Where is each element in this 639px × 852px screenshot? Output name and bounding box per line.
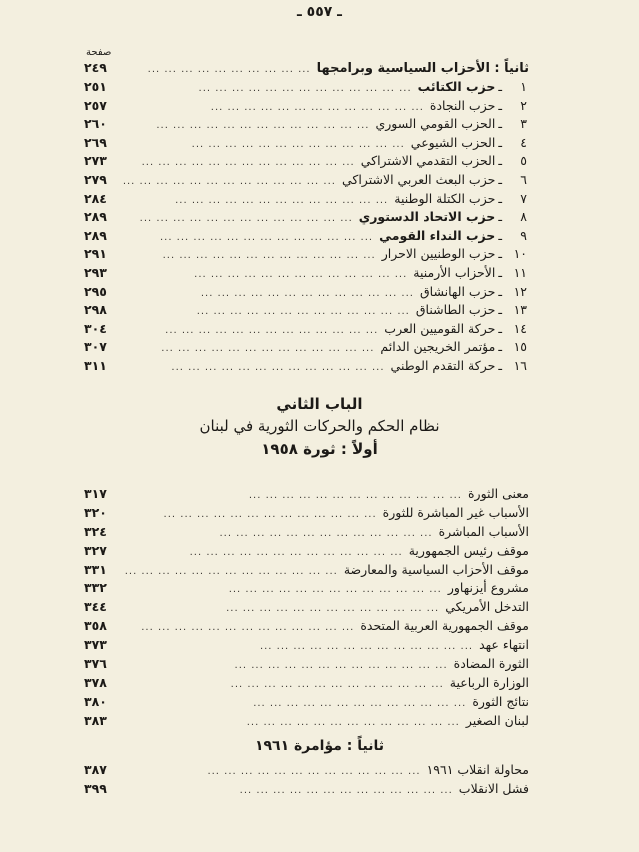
leader-dots: ... ... ... ... ... ... ... ... ... ... ... ... ... bbox=[194, 268, 408, 280]
entry-number: ٢ bbox=[520, 97, 527, 113]
leader-dots: ... ... ... ... ... ... ... ... ... ... ... ... ... bbox=[159, 231, 374, 243]
entry-page: ٢٨٤ bbox=[84, 190, 107, 206]
entry-number: ١١ bbox=[513, 264, 527, 280]
entry-page: ٣٨٣ bbox=[84, 712, 107, 728]
entry-separator: ـ bbox=[498, 339, 502, 355]
leader-dots: ... ... ... ... ... ... ... ... ... ... ... ... ... bbox=[239, 785, 453, 796]
leader-dots: ... ... ... ... ... ... ... ... ... ... ... ... ... bbox=[219, 527, 433, 539]
entry-page: ٢٩٥ bbox=[84, 283, 107, 299]
entry-number: ١٦ bbox=[513, 357, 527, 373]
entry-title: مشروع أيزنهاور bbox=[447, 580, 529, 596]
leader-dots: ... ... ... ... ... ... ... ... ... ... ... ... ... bbox=[196, 306, 410, 318]
toc-entry bbox=[84, 172, 527, 191]
toc-entry bbox=[84, 505, 529, 524]
entry-page: ٣١١ bbox=[84, 357, 107, 373]
toc-entry bbox=[84, 116, 527, 135]
section3-list bbox=[84, 762, 529, 800]
entry-separator: ـ bbox=[498, 153, 502, 169]
entry-title: حزب الطاشناق bbox=[415, 302, 496, 318]
entry-number: ٥ bbox=[520, 153, 527, 169]
entry-page: ٣٣١ bbox=[84, 561, 107, 577]
toc-entry bbox=[84, 358, 527, 377]
toc-entry bbox=[84, 153, 527, 172]
part1-heading: أولاً : ثورة ١٩٥٨ bbox=[261, 440, 378, 458]
entry-title: لبنان الصغير bbox=[465, 712, 529, 728]
entry-title: فشل الانقلاب bbox=[458, 781, 529, 796]
entry-separator: ـ bbox=[498, 79, 502, 94]
entry-title: حزب البعث العربي الاشتراكي bbox=[341, 171, 496, 187]
entry-title: حركة القوميين العرب bbox=[384, 320, 496, 336]
entry-title: الأحزاب الأرمنية bbox=[413, 264, 496, 280]
entry-number: ١٢ bbox=[513, 283, 527, 299]
toc-entry bbox=[84, 302, 527, 321]
entry-page: ٣٨٠ bbox=[84, 693, 107, 709]
toc-entry bbox=[84, 191, 527, 210]
entry-page: ٢٩٣ bbox=[84, 264, 107, 280]
entry-separator: ـ bbox=[498, 357, 502, 373]
toc-entry bbox=[84, 762, 529, 781]
leader-dots: ... ... ... ... ... ... ... ... ... ... ... ... ... bbox=[228, 584, 442, 596]
leader-dots: ... ... ... ... ... ... ... ... ... ... ... ... ... bbox=[191, 138, 405, 150]
entry-page: ٢٧٣ bbox=[84, 153, 107, 169]
toc-entry bbox=[84, 265, 527, 284]
entry-title: الوزارة الرباعية bbox=[449, 674, 529, 690]
entry-page: ٢٥١ bbox=[84, 79, 107, 94]
leader-dots: ... ... ... ... ... ... ... ... ... ... bbox=[147, 64, 311, 75]
toc-entry bbox=[84, 209, 527, 228]
entry-title: حزب النداء القومي bbox=[379, 227, 496, 243]
entry-page: ٣٣٢ bbox=[84, 580, 107, 596]
entry-number: ١٠ bbox=[513, 246, 527, 262]
entry-title: حزب الكتائب bbox=[417, 79, 496, 94]
entry-title: الحزب القومي السوري bbox=[375, 116, 496, 132]
entry-page: ٢٦٩ bbox=[84, 134, 107, 150]
toc-entry bbox=[84, 675, 529, 694]
leader-dots: ... ... ... ... ... ... ... ... ... ... ... ... ... bbox=[259, 641, 474, 653]
entry-page: ٣١٧ bbox=[84, 486, 107, 501]
toc-entry bbox=[84, 228, 527, 247]
entry-separator: ـ bbox=[498, 264, 502, 280]
toc-entry bbox=[84, 637, 529, 656]
entry-page: ٢٩٨ bbox=[84, 302, 107, 318]
leader-dots: ... ... ... ... ... ... ... ... ... ... ... ... ... bbox=[230, 678, 444, 690]
entry-title: الأسباب المباشرة bbox=[438, 523, 529, 539]
entry-number: ٣ bbox=[520, 116, 527, 132]
entry-separator: ـ bbox=[498, 283, 502, 299]
leader-dots: ... ... ... ... ... ... ... ... ... ... ... ... ... bbox=[175, 194, 389, 206]
entry-title: موقف رئيس الجمهورية bbox=[408, 542, 529, 558]
entry-number: ٦ bbox=[520, 171, 527, 187]
entry-title: حزب النجادة bbox=[429, 97, 496, 113]
leader-dots: ... ... ... ... ... ... ... ... ... ... ... ... ... bbox=[171, 361, 385, 373]
entry-page: ٣٧٨ bbox=[84, 674, 107, 690]
leader-dots: ... ... ... ... ... ... ... ... ... ... ... ... ... bbox=[139, 213, 353, 225]
page-number: ـ ٥٥٧ ـ bbox=[297, 4, 342, 20]
entry-page: ٣٩٩ bbox=[84, 781, 107, 796]
leader-dots: ... ... ... ... ... ... ... ... ... ... ... ... ... bbox=[122, 175, 336, 187]
leader-dots: ... ... ... ... ... ... ... ... ... ... ... ... ... bbox=[165, 324, 379, 336]
entry-page: ٢٧٩ bbox=[84, 171, 107, 187]
toc-entry bbox=[84, 339, 527, 358]
entry-title: محاولة انقلاب ١٩٦١ bbox=[426, 762, 529, 777]
entry-separator: ـ bbox=[498, 227, 502, 243]
entry-page: ٣٢٧ bbox=[84, 542, 107, 558]
entry-title: التدخل الأمريكي bbox=[445, 599, 529, 615]
leader-dots: ... ... ... ... ... ... ... ... ... ... ... ... ... bbox=[210, 101, 424, 113]
leader-dots: ... ... ... ... ... ... ... ... ... ... ... ... ... bbox=[207, 766, 421, 777]
leader-dots: ... ... ... ... ... ... ... ... ... ... ... ... ... bbox=[156, 120, 370, 132]
entry-separator: ـ bbox=[498, 246, 502, 262]
toc-entry bbox=[84, 321, 527, 340]
leader-dots: ... ... ... ... ... ... ... ... ... ... ... ... ... bbox=[234, 660, 448, 672]
chapter-title: الباب الثاني bbox=[276, 395, 363, 413]
toc-entry bbox=[84, 618, 529, 637]
entry-title: الحزب الشيوعي bbox=[410, 134, 496, 150]
entry-page: ٢٥٧ bbox=[84, 97, 107, 113]
entry-number: ٧ bbox=[520, 190, 527, 206]
entry-page: ٣٢٤ bbox=[84, 523, 107, 539]
page-column-header: صفحة bbox=[86, 47, 112, 58]
toc-entry bbox=[84, 656, 529, 675]
entry-number: ١٤ bbox=[513, 320, 527, 336]
entry-title: حزب الاتحاد الدستوري bbox=[358, 209, 496, 225]
leader-dots: ... ... ... ... ... ... ... ... ... ... ... ... ... bbox=[124, 565, 338, 577]
leader-dots: ... ... ... ... ... ... ... ... ... ... ... ... ... bbox=[161, 343, 375, 355]
entry-page: ٢٦٠ bbox=[84, 116, 107, 132]
entry-page: ٣٥٨ bbox=[84, 618, 107, 634]
leader-dots: ... ... ... ... ... ... ... ... ... ... ... ... ... bbox=[162, 250, 376, 262]
entry-page: ٢٩١ bbox=[84, 246, 107, 262]
entry-title: موقف الجمهورية العربية المتحدة bbox=[360, 618, 529, 634]
toc-entry bbox=[84, 524, 529, 543]
entry-number: ١ bbox=[520, 79, 527, 94]
entry-number: ٩ bbox=[520, 227, 527, 243]
entry-page: ٢٨٩ bbox=[84, 227, 107, 243]
entry-number: ٨ bbox=[520, 209, 527, 225]
entry-separator: ـ bbox=[498, 171, 502, 187]
entry-page: ٣٠٤ bbox=[84, 320, 107, 336]
entry-title: مؤتمر الخريجين الدائم bbox=[380, 339, 496, 355]
section1-heading-page: ٢٤٩ bbox=[84, 60, 107, 75]
chapter-subtitle: نظام الحكم والحركات الثورية في لبنان bbox=[199, 417, 440, 435]
section1-list bbox=[84, 79, 527, 377]
entry-page: ٣٤٤ bbox=[84, 599, 107, 615]
entry-page: ٣٢٠ bbox=[84, 504, 107, 520]
toc-entry bbox=[84, 562, 529, 581]
leader-dots: ... ... ... ... ... ... ... ... ... ... ... ... ... bbox=[200, 287, 414, 299]
entry-separator: ـ bbox=[498, 302, 502, 318]
toc-entry bbox=[84, 599, 529, 618]
section1-heading-row bbox=[84, 60, 529, 79]
entry-title: حركة التقدم الوطني bbox=[390, 357, 496, 373]
entry-separator: ـ bbox=[498, 97, 502, 113]
entry-separator: ـ bbox=[498, 134, 502, 150]
leader-dots: ... ... ... ... ... ... ... ... ... ... ... ... ... bbox=[141, 622, 355, 634]
entry-title: موقف الأحزاب السياسية والمعارضة bbox=[343, 561, 529, 577]
leader-dots: ... ... ... ... ... ... ... ... ... ... ... ... ... bbox=[198, 83, 412, 94]
section3-heading: ثانياً : مؤامرة ١٩٦١ bbox=[254, 738, 385, 754]
toc-entry bbox=[84, 135, 527, 154]
entry-title: الأسباب غير المباشرة للثورة bbox=[382, 504, 529, 520]
entry-title: نتائج الثورة bbox=[472, 693, 529, 709]
entry-page: ٣٧٦ bbox=[84, 656, 107, 672]
entry-title: حزب الوطنيين الاحرار bbox=[381, 246, 496, 262]
leader-dots: ... ... ... ... ... ... ... ... ... ... ... ... ... bbox=[163, 508, 377, 520]
leader-dots: ... ... ... ... ... ... ... ... ... ... ... ... ... bbox=[248, 490, 462, 501]
entry-page: ٢٨٩ bbox=[84, 209, 107, 225]
entry-page: ٣٨٧ bbox=[84, 762, 107, 777]
toc-entry bbox=[84, 580, 529, 599]
toc-entry bbox=[84, 486, 529, 505]
toc-entry bbox=[84, 543, 529, 562]
entry-separator: ـ bbox=[498, 320, 502, 336]
entry-number: ٤ bbox=[520, 134, 527, 150]
entry-title: معنى الثورة bbox=[468, 486, 529, 501]
leader-dots: ... ... ... ... ... ... ... ... ... ... ... ... ... bbox=[253, 697, 467, 709]
entry-separator: ـ bbox=[498, 116, 502, 132]
leader-dots: ... ... ... ... ... ... ... ... ... ... ... ... ... bbox=[141, 157, 355, 169]
entry-number: ١٣ bbox=[513, 302, 527, 318]
section2-list bbox=[84, 486, 529, 732]
entry-page: ٣٠٧ bbox=[84, 339, 107, 355]
entry-title: حزب الهانشاق bbox=[419, 283, 496, 299]
section1-heading: ثانياً : الأحزاب السياسية وبرامجها bbox=[316, 61, 529, 76]
entry-title: الثورة المضادة bbox=[453, 656, 529, 672]
entry-title: الحزب التقدمي الاشتراكي bbox=[360, 153, 496, 169]
leader-dots: ... ... ... ... ... ... ... ... ... ... ... ... ... bbox=[246, 716, 460, 728]
toc-entry bbox=[84, 713, 529, 732]
toc-entry bbox=[84, 246, 527, 265]
entry-page: ٣٧٣ bbox=[84, 637, 107, 653]
leader-dots: ... ... ... ... ... ... ... ... ... ... ... ... ... bbox=[189, 546, 403, 558]
toc-entry bbox=[84, 694, 529, 713]
entry-number: ١٥ bbox=[513, 339, 527, 355]
entry-title: انتهاء عهد bbox=[479, 637, 529, 653]
entry-separator: ـ bbox=[498, 209, 502, 225]
toc-entry bbox=[84, 98, 527, 117]
toc-entry bbox=[84, 79, 527, 98]
toc-entry bbox=[84, 284, 527, 303]
toc-entry bbox=[84, 781, 529, 800]
entry-title: حزب الكتلة الوطنية bbox=[394, 190, 496, 206]
leader-dots: ... ... ... ... ... ... ... ... ... ... ... ... ... bbox=[226, 603, 440, 615]
section1-heading-list bbox=[84, 60, 529, 79]
entry-separator: ـ bbox=[498, 190, 502, 206]
